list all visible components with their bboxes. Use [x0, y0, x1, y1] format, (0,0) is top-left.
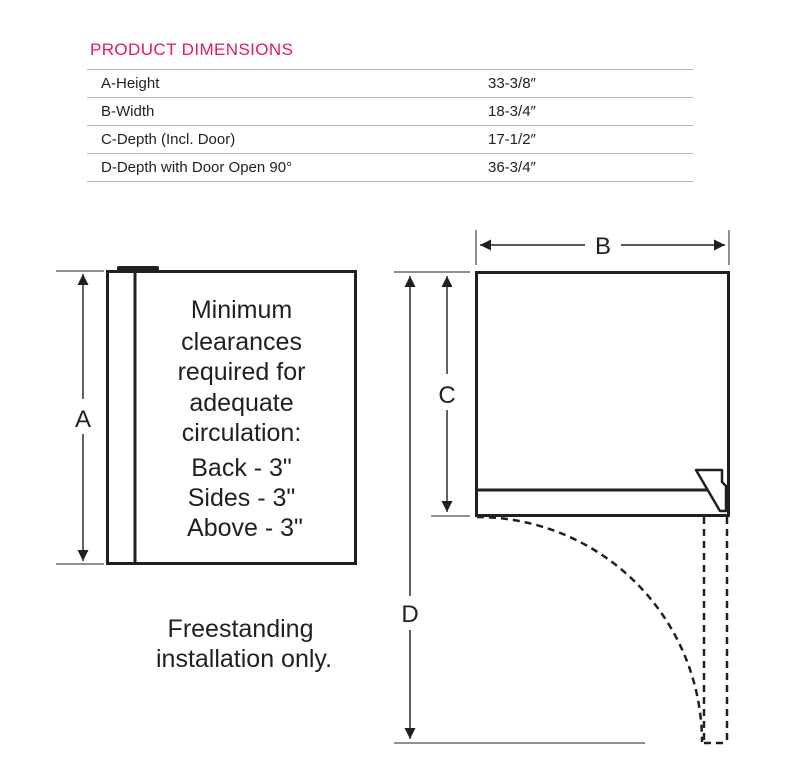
- installation-note-line: Freestanding: [167, 615, 314, 643]
- clearance-note-line: required for: [177, 358, 306, 386]
- clearance-note-line: adequate: [189, 389, 294, 417]
- dimension-value: 36-3/4″: [480, 154, 693, 182]
- top-view-cabinet: [477, 273, 729, 516]
- dimension-b-label: B: [594, 233, 612, 260]
- dimension-label: C-Depth (Incl. Door): [87, 126, 480, 154]
- side-view-hinge: [117, 266, 159, 272]
- dimension-value: 17-1/2″: [480, 126, 693, 154]
- clearance-note-line: Sides - 3": [187, 484, 296, 512]
- top-view: [394, 230, 729, 743]
- clearance-note-line: clearances: [181, 328, 302, 356]
- clearance-note-line: circulation:: [181, 419, 302, 447]
- installation-note-line: installation only.: [155, 645, 333, 673]
- dimension-label: D-Depth with Door Open 90°: [87, 154, 480, 182]
- clearance-note-line: Minimum: [190, 296, 293, 324]
- clearance-note: [178, 296, 313, 542]
- dimension-value: 18-3/4″: [480, 98, 693, 126]
- page-title: PRODUCT DIMENSIONS: [90, 40, 294, 59]
- dimension-label: A-Height: [87, 70, 480, 98]
- dimension-d-label: D: [401, 601, 419, 628]
- clearance-note-line: Back - 3": [191, 454, 292, 482]
- dimension-a-label: A: [74, 406, 92, 433]
- dimension-value: 33-3/8″: [480, 70, 693, 98]
- installation-note: [156, 615, 332, 673]
- clearance-note-line: Above - 3": [187, 514, 303, 542]
- dimension-c-label: C: [438, 382, 456, 409]
- side-view: [56, 266, 356, 673]
- dimension-label: B-Width: [87, 98, 480, 126]
- door-swing-arc: [477, 517, 702, 742]
